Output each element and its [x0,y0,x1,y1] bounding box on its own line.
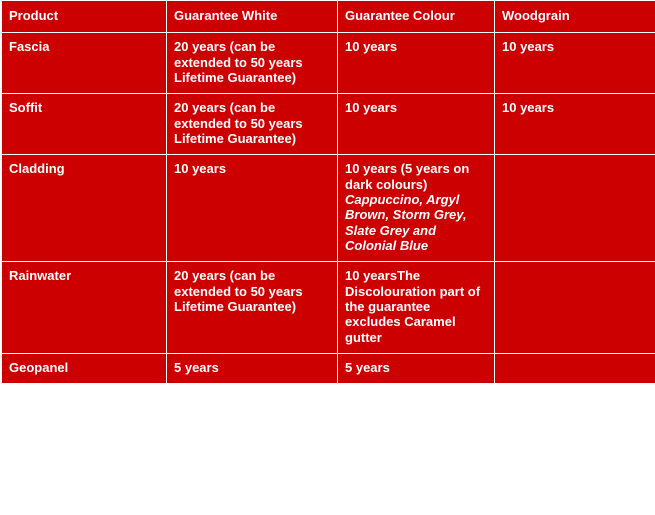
cell-product: Soffit [2,94,167,155]
cell-guarantee-colour [338,353,495,383]
cell-guarantee-colour [338,33,495,94]
cell-woodgrain [495,353,655,383]
cell-product: Rainwater [2,262,167,354]
cell-product: Fascia [2,33,167,94]
table-row [2,353,655,383]
cell-woodgrain [495,262,655,354]
cell-guarantee-colour-main: 10 years (5 years on dark colours) [345,161,470,192]
cell-guarantee-white: 20 years (can be extended to 50 years Lifetime Guarantee) [167,262,338,354]
column-header-guarantee-white: Guarantee White [167,1,338,33]
cell-guarantee-white: 20 years (can be extended to 50 years Lifetime Guarantee) [167,94,338,155]
cell-guarantee-colour [338,94,495,155]
column-header-guarantee-colour: Guarantee Colour [338,1,495,33]
cell-product: Cladding [2,155,167,262]
column-header-woodgrain: Woodgrain [495,1,655,33]
cell-guarantee-colour [338,262,495,354]
cell-guarantee-white: 5 years [167,353,338,383]
cell-guarantee-colour-main: 10 yearsThe Discolouration part of the guarantee excludes Caramel gutter [345,268,481,345]
cell-guarantee-colour-main: 5 years [345,359,390,375]
cell-guarantee-colour-main: 10 years [345,39,398,55]
cell-guarantee-colour-note: Cappuccino, Argyl Brown, Storm Grey, Slate Grey and Colonial Blue [345,191,467,253]
table-row [2,155,655,262]
table-header-row [2,1,655,33]
column-header-product: Product [2,1,167,33]
table-row [2,94,655,155]
cell-product: Geopanel [2,353,167,383]
cell-guarantee-white: 20 years (can be extended to 50 years Lifetime Guarantee) [167,33,338,94]
cell-guarantee-colour [338,155,495,262]
cell-guarantee-colour-main: 10 years [345,100,398,116]
cell-woodgrain: 10 years [495,33,655,94]
guarantee-table [1,0,655,384]
cell-guarantee-white: 10 years [167,155,338,262]
cell-woodgrain [495,155,655,262]
cell-woodgrain: 10 years [495,94,655,155]
table-row [2,262,655,354]
table-row [2,33,655,94]
